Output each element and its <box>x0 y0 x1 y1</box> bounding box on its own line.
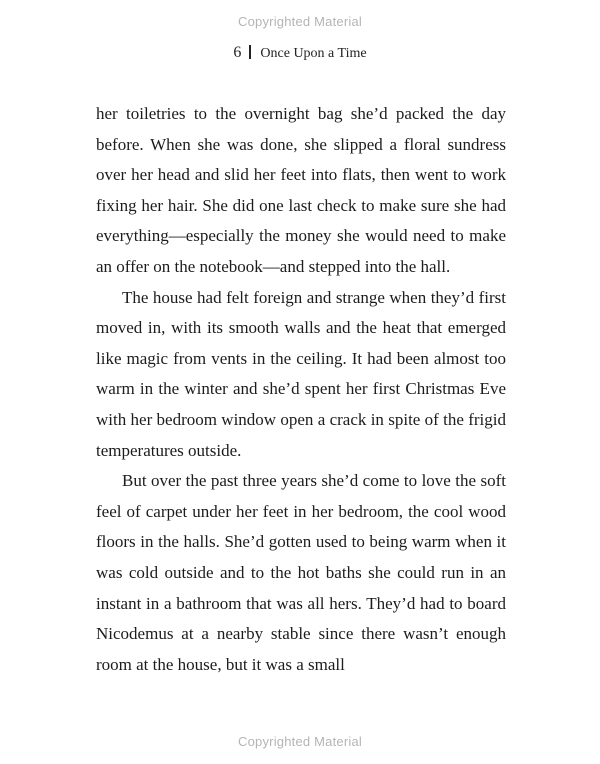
body-text <box>96 99 506 680</box>
page-number: 6 <box>233 44 242 61</box>
paragraph-continued: her toiletries to the overnight bag she’d packed the day before. When she was done, she slipped a floral sundress over her head and slid her feet into flats, then went to work fixing her hair. She did one last check to make sure she had everything—especially the money she would need to make an offer on the notebook—and stepped into the hall. <box>96 104 506 276</box>
paragraph-past-three-years: But over the past three years she’d come to love the soft feel of carpet under her feet in her bedroom, the cool wood floors in the halls. She’d gotten used to being warm when it was cold outside and to the hot baths she could run in an instant in a bathroom that was all hers. They’d had to board Nicodemus at a nearby stable since there wasn’t enough room at the house, but it was a small <box>96 471 506 674</box>
running-head <box>0 44 600 62</box>
copyright-watermark-bottom: Copyrighted Material <box>238 734 362 749</box>
book-title: Once Upon a Time <box>260 46 367 61</box>
copyright-watermark-top: Copyrighted Material <box>238 14 362 29</box>
paragraph-house: The house had felt foreign and strange when they’d first moved in, with its smooth walls and the heat that emerged like magic from vents in the ceiling. It had been almost too warm in the winter and she’d spent her first Christmas Eve with her bedroom window open a crack in spite of the frigid temperatures outside. <box>96 287 506 460</box>
header-separator <box>249 45 251 59</box>
